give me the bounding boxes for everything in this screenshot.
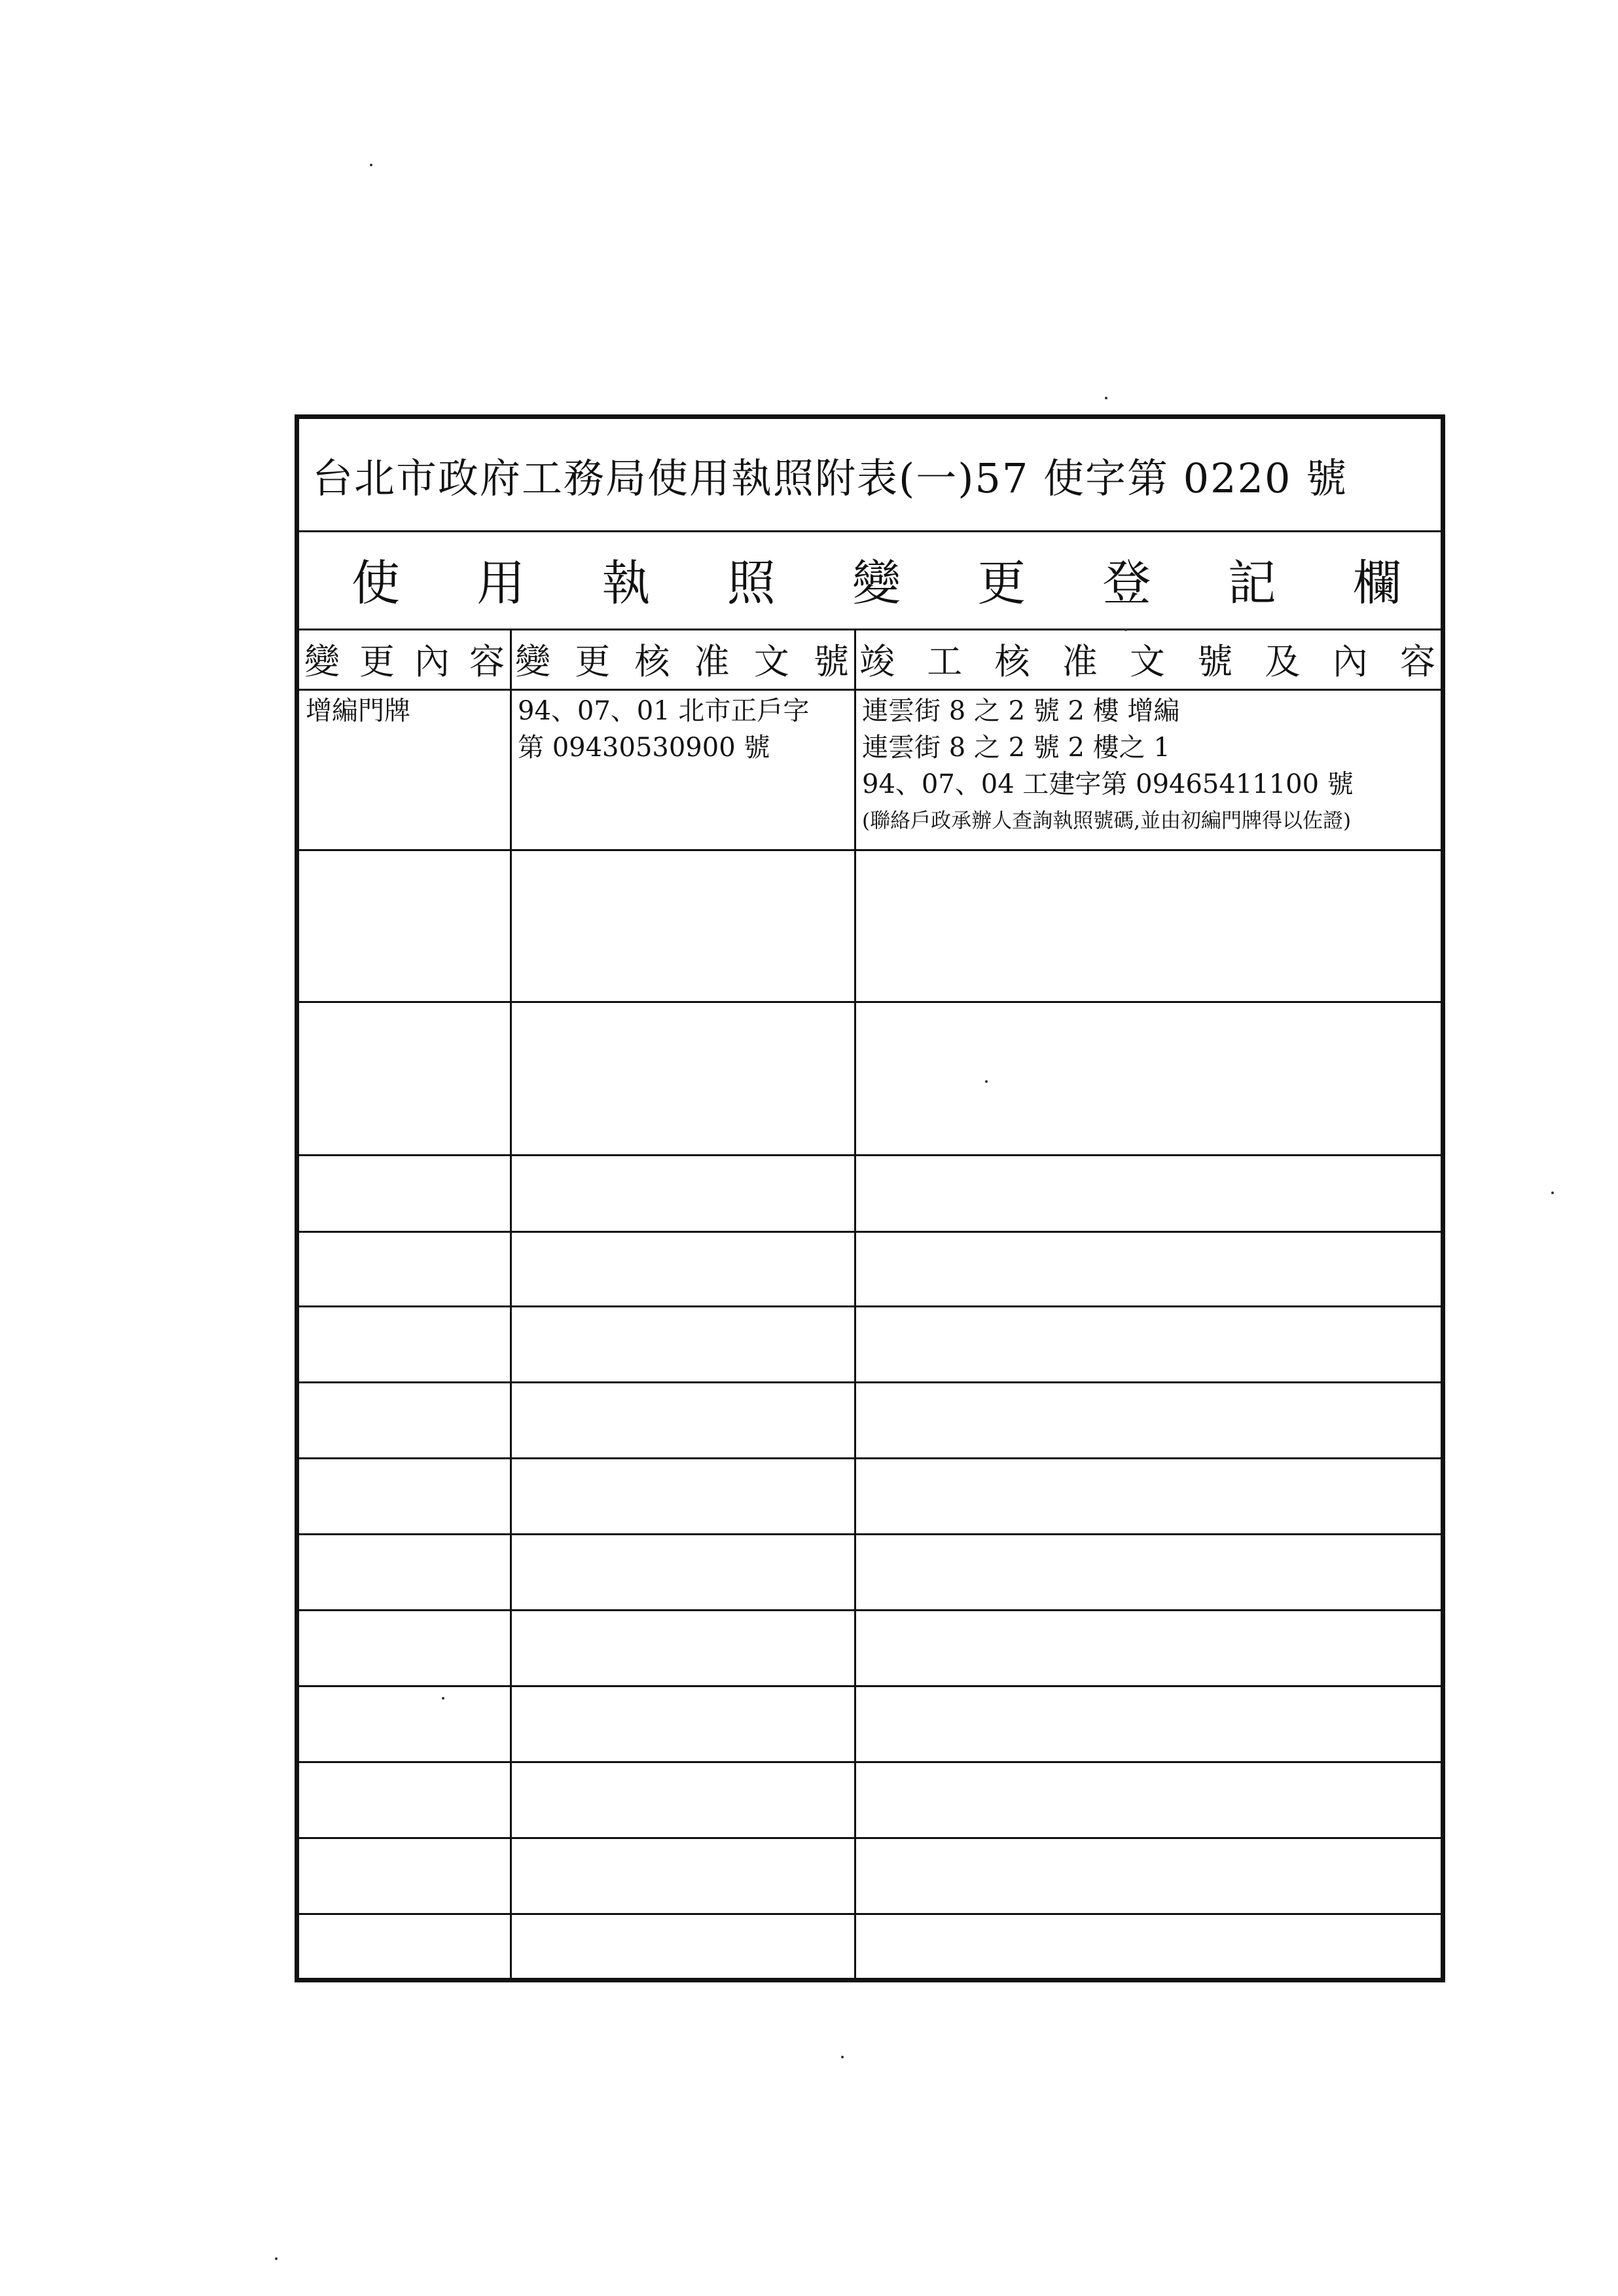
row-divider xyxy=(299,1381,1441,1383)
column-header-approval-number: 變 更 核 准 文 號 xyxy=(515,640,849,682)
row-divider xyxy=(299,1685,1441,1687)
scan-speck xyxy=(275,2257,278,2260)
entry-approval-number: 94、07、01 北市正戶字 第 09430530900 號 xyxy=(518,696,810,763)
scan-speck xyxy=(841,2056,844,2058)
scan-speck xyxy=(1124,629,1127,631)
column-header-change-content: 變 更 內 容 xyxy=(304,640,505,682)
column-divider xyxy=(510,629,512,1978)
scan-speck xyxy=(1105,397,1107,399)
row-divider xyxy=(299,1533,1441,1535)
scan-speck xyxy=(442,1697,444,1700)
section-heading-text xyxy=(351,530,1401,629)
form-title-text: 台北市政府工務局使用執照附表(一)57 使字第 0220 號 xyxy=(312,454,1348,502)
heading-char: 使 xyxy=(351,555,400,611)
heading-char: 登 xyxy=(1102,555,1151,611)
row-divider xyxy=(299,849,1441,851)
row-divider xyxy=(299,1231,1441,1233)
heading-char: 更 xyxy=(977,555,1026,611)
scan-speck xyxy=(370,164,372,166)
heading-char: 照 xyxy=(727,555,776,611)
scan-speck xyxy=(985,1080,988,1083)
heading-char: 記 xyxy=(1227,555,1276,611)
scan-speck xyxy=(1551,1192,1554,1194)
heading-char: 執 xyxy=(602,555,651,611)
entry-completion: 連雲街 8 之 2 號 2 樓 增編 連雲街 8 之 2 號 2 樓之 1 94、07、04 工建字第 09465411100 號 (聯絡戶政承辦人查詢執照號碼,並由初編門牌得以佐證) xyxy=(862,693,1438,839)
row-divider xyxy=(299,1457,1441,1459)
column-header-row xyxy=(299,629,1441,691)
row-divider xyxy=(299,1154,1441,1156)
row-divider xyxy=(299,1609,1441,1611)
row-divider xyxy=(299,1761,1441,1763)
heading-char: 用 xyxy=(476,555,526,611)
row-divider xyxy=(299,1001,1441,1003)
heading-char: 欄 xyxy=(1353,555,1401,611)
heading-char: 變 xyxy=(852,555,901,611)
row-divider xyxy=(299,1305,1441,1307)
entry-completion-note: (聯絡戶政承辦人查詢執照號碼,並由初編門牌得以佐證) xyxy=(862,809,1352,833)
form-title xyxy=(299,419,1441,532)
license-change-register-form xyxy=(295,414,1445,1982)
row-divider xyxy=(299,1913,1441,1915)
column-divider xyxy=(854,629,856,1978)
entry-change-content: 增編門牌 xyxy=(306,696,410,726)
section-heading xyxy=(299,530,1441,630)
row-divider xyxy=(299,1837,1441,1839)
column-header-completion: 竣 工 核 准 文 號 及 內 容 xyxy=(859,640,1435,682)
